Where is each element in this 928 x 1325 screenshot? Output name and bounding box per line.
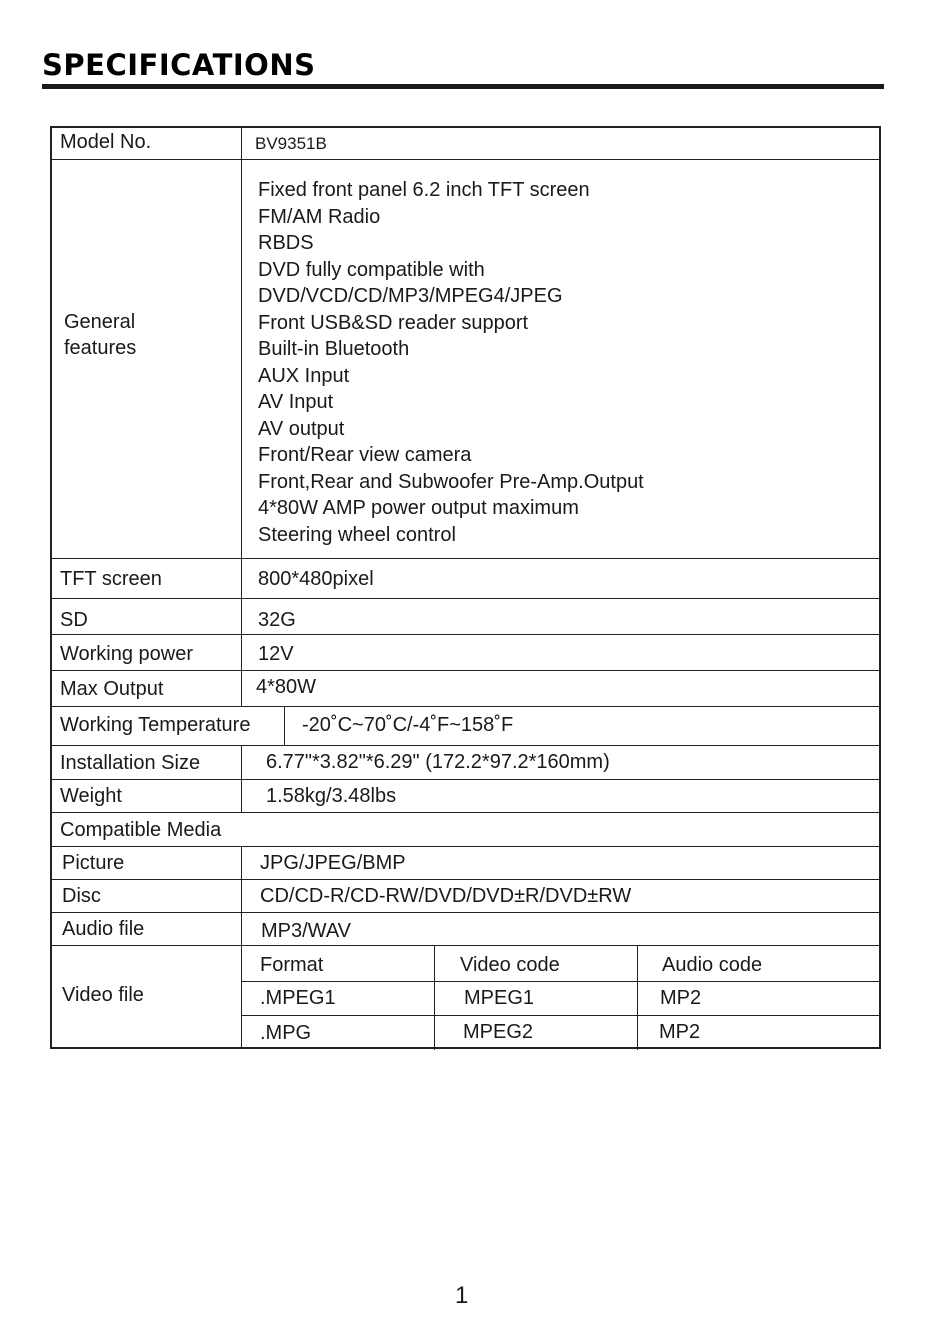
sd-value: 32G [258, 609, 296, 631]
feature-item: RBDS [258, 232, 314, 254]
install-value: 6.77"*3.82"*6.29" (172.2*97.2*160mm) [266, 751, 610, 773]
video-label: Video file [62, 984, 144, 1006]
weight-label: Weight [60, 785, 122, 807]
feature-item: AV output [258, 417, 345, 440]
spec-table [50, 126, 881, 1049]
general-label-line2: features [64, 337, 137, 359]
feature-item: DVD/VCD/CD/MP3/MPEG4/JPEG [258, 285, 563, 307]
weight-row [52, 779, 879, 813]
video-subrow-divider [242, 981, 879, 982]
disc-row [52, 879, 879, 913]
model-label: Model No. [60, 131, 152, 153]
video-header-audio-code: Audio code [662, 954, 763, 976]
tft-value: 800*480pixel [258, 568, 374, 590]
install-label: Installation Size [60, 752, 201, 774]
model-value: BV9351B [255, 134, 327, 153]
video-cell: MP2 [660, 987, 702, 1009]
disc-label: Disc [62, 885, 101, 907]
feature-item: AV Input [258, 391, 334, 413]
video-cell: MPEG2 [463, 1021, 534, 1043]
audio-value: MP3/WAV [261, 920, 352, 942]
tft-label: TFT screen [60, 568, 162, 590]
video-subrow-divider [242, 1015, 879, 1016]
model-row [52, 128, 879, 159]
power-row [52, 634, 879, 671]
general-label-line1: General [64, 311, 136, 333]
media-row [52, 812, 879, 847]
feature-item: Built-in Bluetooth [258, 338, 410, 360]
audio-label: Audio file [62, 918, 145, 940]
video-cell: .MPEG1 [260, 987, 336, 1009]
feature-item: Front,Rear and Subwoofer Pre-Amp.Output [258, 470, 644, 493]
column-divider [284, 706, 285, 745]
feature-item: Steering wheel control [258, 523, 456, 546]
video-cell: .MPG [260, 1022, 312, 1044]
column-divider [241, 128, 242, 706]
picture-label: Picture [62, 852, 125, 874]
max-output-row [52, 670, 879, 707]
video-cell: MPEG1 [464, 987, 535, 1009]
picture-row [52, 846, 879, 880]
feature-item: Fixed front panel 6.2 inch TFT screen [258, 179, 590, 201]
audio-row [52, 912, 879, 946]
feature-item: Front USB&SD reader support [258, 311, 529, 334]
feature-item: DVD fully compatible with [258, 258, 485, 281]
temp-row [52, 706, 879, 746]
video-header-video-code: Video code [460, 954, 560, 976]
max-output-label: Max Output [60, 678, 164, 700]
video-col-divider [434, 946, 435, 1050]
temp-value: -20˚C~70˚C/-4˚F~158˚F [302, 714, 514, 736]
column-divider [241, 846, 242, 1049]
video-cell: MP2 [659, 1021, 701, 1043]
video-row [52, 945, 879, 1050]
temp-label: Working Temperature [60, 714, 251, 736]
page-number: 1 [455, 1282, 469, 1309]
max-output-value: 4*80W [256, 676, 317, 698]
media-label: Compatible Media [60, 819, 222, 841]
video-header-format: Format [260, 954, 324, 976]
video-col-divider [637, 946, 638, 1050]
general-features-row [52, 159, 879, 559]
install-row [52, 745, 879, 780]
sd-label: SD [60, 609, 88, 631]
weight-value: 1.58kg/3.48lbs [266, 785, 397, 807]
column-divider [241, 745, 242, 812]
features-list [258, 177, 644, 548]
power-label: Working power [60, 643, 194, 665]
sd-row [52, 598, 879, 635]
disc-value: CD/CD-R/CD-RW/DVD/DVD±R/DVD±RW [260, 885, 632, 907]
title-rule [42, 84, 884, 89]
page-title: SPECIFICATIONS [42, 48, 316, 82]
power-value: 12V [258, 643, 294, 665]
feature-item: FM/AM Radio [258, 205, 381, 228]
feature-item: AUX Input [258, 364, 350, 387]
tft-row [52, 558, 879, 599]
picture-value: JPG/JPEG/BMP [260, 852, 406, 874]
feature-item: 4*80W AMP power output maximum [258, 497, 579, 519]
feature-item: Front/Rear view camera [258, 444, 472, 466]
